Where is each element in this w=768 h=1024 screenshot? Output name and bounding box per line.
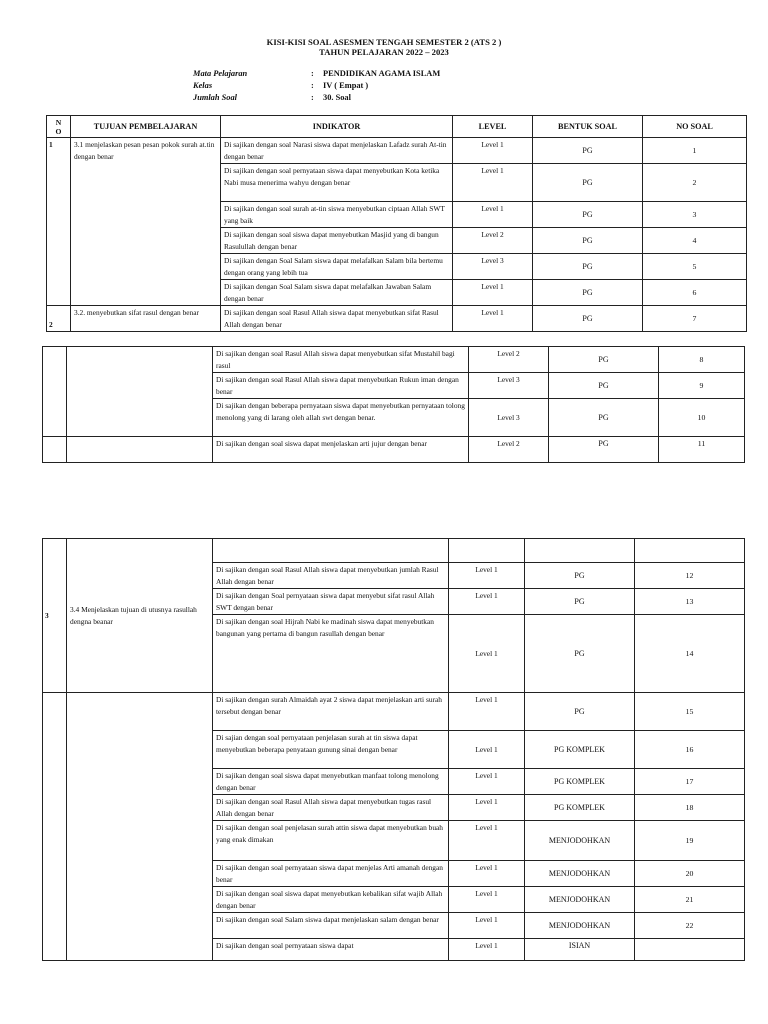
bentuk-cell: PG [533,164,643,202]
section-number: 3 [43,539,67,693]
level-cell: Level 2 [469,347,549,373]
table-row [43,693,745,731]
level-cell: Level 1 [453,202,533,228]
no-soal-cell: 15 [635,693,745,731]
level-cell [449,539,525,563]
level-cell: Level 3 [469,399,549,437]
level-cell: Level 1 [449,861,525,887]
no-soal-cell: 5 [643,254,747,280]
level-cell: Level 1 [453,280,533,306]
bentuk-cell: PG [525,563,635,589]
no-soal-cell: 11 [659,437,745,463]
table-row [43,437,745,463]
bentuk-cell: MENJODOHKAN [525,913,635,939]
bentuk-cell: PG [533,202,643,228]
indikator-cell: Di sajikan dengan beberapa pernyataan siswa dapat menyebutkan pernyataan tolong menolong yang di larang oleh allah swt dengan benar. [213,399,469,437]
section-tujuan [67,437,213,463]
meta-value: IV ( Empat ) [323,81,369,90]
meta-label: Mata Pelajaran [193,69,248,78]
no-soal-cell: 21 [635,887,745,913]
level-cell: Level 1 [449,913,525,939]
bentuk-cell: MENJODOHKAN [525,861,635,887]
no-soal-cell: 16 [635,731,745,769]
indikator-cell: Di sajikan dengan soal Hijrah Nabi ke madinah siswa dapat menyebutkan bangunan yang pertama di bangun rasullah dengan benar [213,615,449,693]
meta-separator: : [311,93,314,102]
level-cell: Level 1 [449,731,525,769]
bentuk-cell: PG [549,373,659,399]
level-cell: Level 1 [453,138,533,164]
section-number: 1 [47,138,71,306]
no-soal-cell: 3 [643,202,747,228]
indikator-cell: Di sajikan dengan soal Rasul Allah siswa dapat menyebutkan Rukun iman dengan benar [213,373,469,399]
bentuk-cell: PG [525,615,635,693]
indikator-cell: Di sajikan dengan soal siswa dapat menyebutkan Masjid yang di bangun Rasulullah dengan benar [221,228,453,254]
section-number [43,693,67,961]
no-soal-cell: 20 [635,861,745,887]
indikator-cell: Di sajikan dengan Soal Salam siswa dapat melafalkan Salam bila bertemu dengan orang yang lebih tua [221,254,453,280]
bentuk-cell: PG [533,228,643,254]
meta-row-count [193,93,440,105]
header-bentuk: BENTUK SOAL [533,116,643,138]
bentuk-cell [525,539,635,563]
bentuk-cell: PG KOMPLEK [525,731,635,769]
bentuk-cell: PG [549,399,659,437]
kisi-table-2 [42,346,745,463]
level-cell: Level 1 [449,795,525,821]
indikator-cell: Di sajikan dengan soal pernyataan siswa dapat menjelas Arti amanah dengan benar [213,861,449,887]
header-tujuan: TUJUAN PEMBELAJARAN [71,116,221,138]
indikator-cell: Di sajikan dengan soal pernyataan siswa dapat menyebutkan Kota ketika Nabi musa menerima wahyu dengan benar [221,164,453,202]
meta-label: Kelas [193,81,213,90]
level-cell: Level 1 [449,821,525,861]
indikator-cell: Di sajikan dengan soal surah at-tin siswa menyebutkan ciptaan Allah SWT yang baik [221,202,453,228]
table-row [43,347,745,373]
section-number [43,437,67,463]
indikator-cell: Di sajikan dengan Soal pernyataan siswa dapat menyebut sifat rasul Allah SWT dengan benar [213,589,449,615]
bentuk-cell: MENJODOHKAN [525,887,635,913]
level-cell: Level 3 [453,254,533,280]
no-soal-cell: 10 [659,399,745,437]
section-tujuan [67,347,213,437]
bentuk-cell: PG [525,589,635,615]
no-soal-cell: 4 [643,228,747,254]
document-title: KISI-KISI SOAL ASESMEN TENGAH SEMESTER 2 (ATS 2 ) [266,37,502,47]
level-cell: Level 1 [453,306,533,332]
no-soal-cell: 19 [635,821,745,861]
document-subtitle: TAHUN PELAJARAN 2022 – 2023 [319,47,449,57]
section-tujuan [67,693,213,961]
level-cell: Level 1 [449,693,525,731]
bentuk-cell: PG [533,138,643,164]
section-tujuan: 3.2. menyebutkan sifat rasul dengan benar [71,306,221,332]
level-cell: Level 1 [449,615,525,693]
no-soal-cell: 17 [635,769,745,795]
indikator-cell: Di sajikan dengan Soal Salam siswa dapat melafalkan Jawaban Salam dengan benar [221,280,453,306]
meta-block [193,69,440,105]
bentuk-cell: PG [525,693,635,731]
indikator-cell: Di sajikan dengan surah Almaidah ayat 2 siswa dapat menjelaskan arti surah tersebut dengan benar [213,693,449,731]
indikator-cell: Di sajikan dengan soal siswa dapat menyebutkan manfaat tolong menolong dengan benar [213,769,449,795]
bentuk-cell: PG [533,254,643,280]
section-number: 2 [47,306,71,332]
no-soal-cell: 8 [659,347,745,373]
table-header-row [47,116,747,138]
no-soal-cell: 13 [635,589,745,615]
no-soal-cell: 12 [635,563,745,589]
meta-row-subject [193,69,440,81]
bentuk-cell: PG KOMPLEK [525,795,635,821]
no-soal-cell: 7 [643,306,747,332]
no-soal-cell: 18 [635,795,745,821]
level-cell: Level 3 [469,373,549,399]
level-cell: Level 1 [449,887,525,913]
header-indikator: INDIKATOR [221,116,453,138]
meta-separator: : [311,81,314,90]
indikator-cell: Di sajikan dengan soal Narasi siswa dapat menjelaskan Lafadz surah At-tin dengan benar [221,138,453,164]
table-row [47,138,747,164]
meta-row-class [193,81,440,93]
section-tujuan: 3.1 menjelaskan pesan pesan pokok surah at.tin dengan benar [71,138,221,306]
indikator-cell: Di sajian dengan soal pernyataan penjelasan surah at tin siswa dapat menyebutkan beberapa penyataan gunung sinai dengan benar [213,731,449,769]
level-cell: Level 2 [453,228,533,254]
level-cell: Level 1 [449,589,525,615]
indikator-cell: Di sajikan dengan soal Rasul Allah siswa dapat menyebutkan sifat Rasul Allah dengan benar [221,306,453,332]
meta-label: Jumlah Soal [193,93,237,102]
meta-value: 30. Soal [323,93,351,102]
no-soal-cell: 6 [643,280,747,306]
bentuk-cell: PG [549,347,659,373]
header-no: N O [47,116,71,138]
header-no-soal: NO SOAL [643,116,747,138]
table-row [47,306,747,332]
level-cell: Level 1 [449,939,525,961]
no-soal-cell: 9 [659,373,745,399]
no-soal-cell: 2 [643,164,747,202]
no-soal-cell: 1 [643,138,747,164]
meta-value: PENDIDIKAN AGAMA ISLAM [323,69,441,78]
level-cell: Level 1 [449,563,525,589]
level-cell: Level 1 [453,164,533,202]
kisi-table-1 [46,115,747,332]
indikator-cell: Di sajikan dengan soal Rasul Allah siswa dapat menyebutkan tugas rasul Allah dengan benar [213,795,449,821]
no-soal-cell [635,939,745,961]
table-row [43,539,745,563]
indikator-cell: Di sajikan dengan soal penjelasan surah attin siswa dapat menyebutkan buah yang enak dimakan [213,821,449,861]
indikator-cell: Di sajikan dengan soal siswa dapat menyebutkan kebalikan sifat wajib Allah dengan benar [213,887,449,913]
bentuk-cell: PG [533,306,643,332]
meta-separator: : [311,69,314,78]
no-soal-cell: 14 [635,615,745,693]
indikator-cell: Di sajikan dengan soal Salam siswa dapat menjelaskan salam dengan benar [213,913,449,939]
no-soal-cell [635,539,745,563]
no-soal-cell: 22 [635,913,745,939]
indikator-cell: Di sajikan dengan soal Rasul Allah siswa dapat menyebutkan sifat Mustahil bagi rasul [213,347,469,373]
header-level: LEVEL [453,116,533,138]
bentuk-cell: PG [549,437,659,463]
section-number [43,347,67,437]
bentuk-cell: PG [533,280,643,306]
bentuk-cell: MENJODOHKAN [525,821,635,861]
level-cell: Level 1 [449,769,525,795]
indikator-cell: Di sajikan dengan soal siswa dapat menjelaskan arti jujur dengan benar [213,437,469,463]
bentuk-cell: PG KOMPLEK [525,769,635,795]
level-cell: Level 2 [469,437,549,463]
indikator-cell: Di sajikan dengan soal Rasul Allah siswa dapat menyebutkan jumlah Rasul Allah dengan benar [213,563,449,589]
bentuk-cell: ISIAN [525,939,635,961]
kisi-table-3 [42,538,745,961]
indikator-cell: Di sajikan dengan soal pernyataan siswa dapat [213,939,449,961]
indikator-cell [213,539,449,563]
section-tujuan: 3.4 Menjelaskan tujuan di utusnya rasullah dengna beanar [67,539,213,693]
